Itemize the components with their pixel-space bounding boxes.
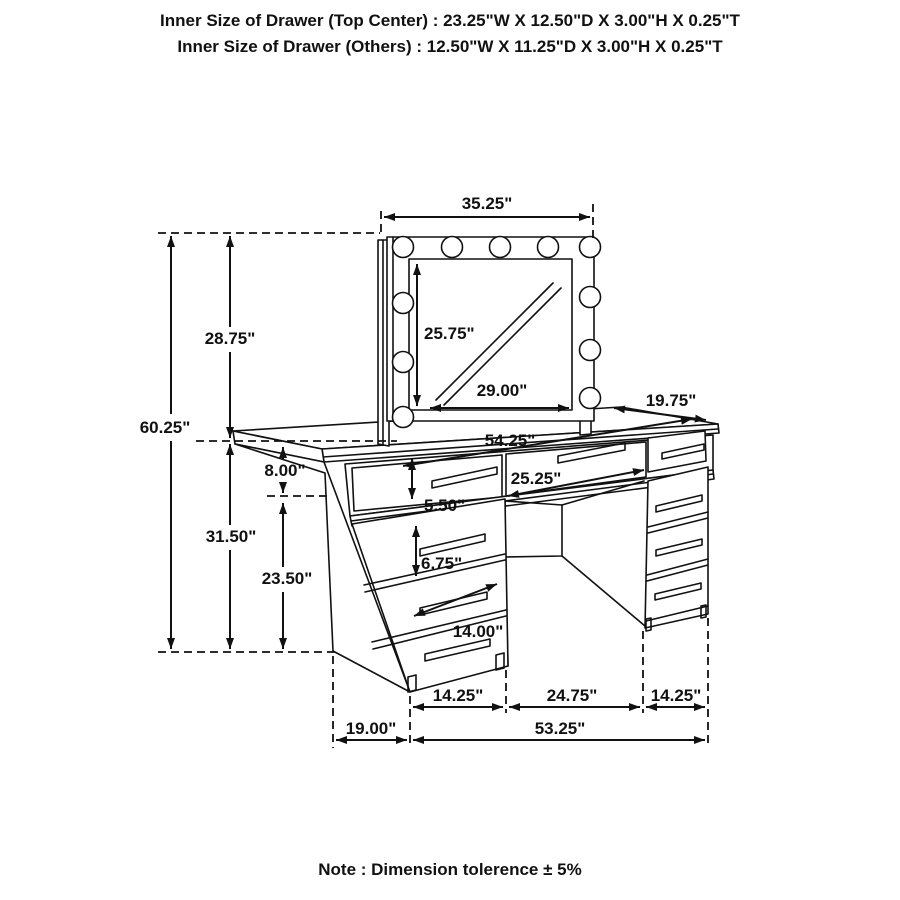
dim-drawer-front-width-label: 14.00" (452, 622, 504, 641)
light-bulb (490, 237, 511, 258)
light-bulb (538, 237, 559, 258)
header-line-others: Inner Size of Drawer (Others) : 12.50"W X 11.25"D X 3.00"H X 0.25"T (177, 37, 723, 56)
dim-total-height-label: 60.25" (139, 418, 191, 437)
light-bulb (580, 287, 601, 308)
dim-left-pedestal-label: 14.25" (432, 686, 484, 705)
dim-footprint-width-label: 53.25" (534, 719, 586, 738)
dim-top-to-drawer-label: 8.00" (264, 461, 306, 480)
modesty-panel-bottom (562, 556, 645, 626)
light-bulb (393, 352, 414, 373)
dim-base-height-label: 31.50" (205, 527, 257, 546)
dim-hutch-height-label: 28.75" (204, 329, 256, 348)
dim-knee-width-label: 24.75" (546, 686, 598, 705)
light-bulb (580, 388, 601, 409)
light-bulb (580, 340, 601, 361)
tolerance-note: Note : Dimension tolerence ± 5% (318, 860, 582, 879)
dim-glass-height-label: 25.75" (424, 324, 475, 343)
light-bulb (393, 237, 414, 258)
light-bulb (393, 407, 414, 428)
dim-center-drawer-label: 25.25" (510, 469, 562, 488)
dim-glass-width-label: 29.00" (476, 381, 528, 400)
dim-knee-clearance-label: 23.50" (261, 569, 313, 588)
dim-right-pedestal-label: 14.25" (650, 686, 702, 705)
knee-space (505, 481, 645, 666)
right-pedestal (645, 467, 708, 631)
light-bulb (442, 237, 463, 258)
dim-top-width-label: 54.25" (484, 431, 536, 450)
lighted-mirror (378, 237, 601, 447)
right-pedestal-front (645, 467, 708, 628)
light-bulb (580, 237, 601, 258)
dim-side-drawer-height-label: 6.75" (421, 554, 463, 573)
dim-top-depth-label: 19.75" (645, 391, 697, 410)
vanity-desk (233, 407, 719, 692)
dim-footprint-depth-label: 19.00" (345, 719, 397, 738)
knee-left-wall (505, 501, 562, 557)
dim-top-drawer-height-label: 5.50" (424, 496, 466, 515)
header-line-top-center: Inner Size of Drawer (Top Center) : 23.25"W X 12.50"D X 3.00"H X 0.25"T (160, 11, 740, 30)
light-bulb (393, 293, 414, 314)
dim-mirror-width-label: 35.25" (461, 194, 513, 213)
